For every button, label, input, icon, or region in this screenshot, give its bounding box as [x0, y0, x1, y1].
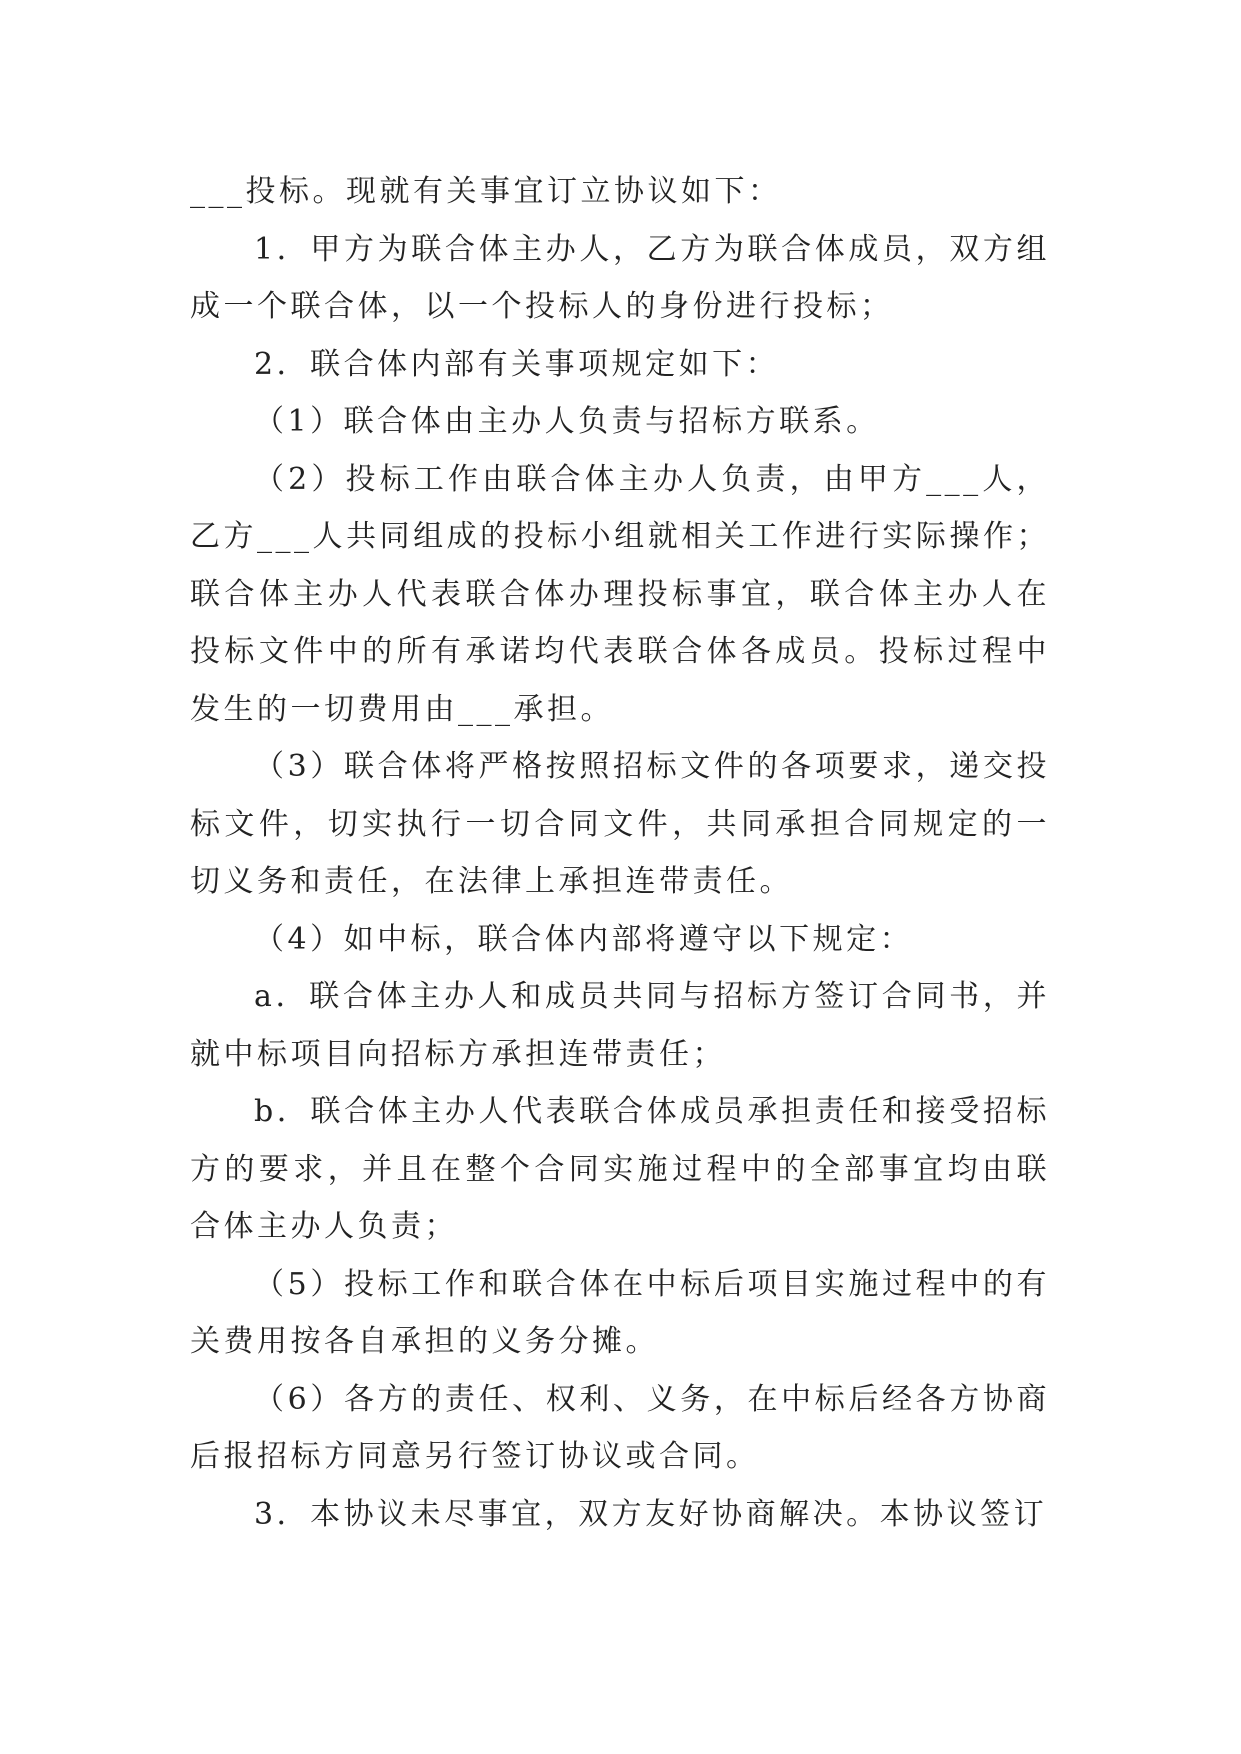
paragraph-item-2: （2）投标工作由联合体主办人负责，由甲方___人，乙方___人共同组成的投标小组就相关工作进行实际操作；联合体主办人代表联合体办理投标事宜，联合体主办人在投标文件中的所有承诺均代表联合体各成员。投标过程中发生的一切费用由___承担。 — [190, 461, 1050, 727]
document-body — [190, 163, 1050, 1543]
paragraph-item-5: （5）投标工作和联合体在中标后项目实施过程中的有关费用按各自承担的义务分摊。 — [190, 1266, 1050, 1359]
paragraph-item-4a: a．联合体主办人和成员共同与招标方签订合同书，并就中标项目向招标方承担连带责任； — [190, 979, 1050, 1072]
paragraph-intro: ___投标。现就有关事宜订立协议如下： — [190, 174, 782, 209]
paragraph-item-4b: b．联合体主办人代表联合体成员承担责任和接受招标方的要求，并且在整个合同实施过程中的全部事宜均由联合体主办人负责； — [190, 1094, 1050, 1244]
paragraph-item-3: （3）联合体将严格按照招标文件的各项要求，递交投标文件，切实执行一切合同文件，共同承担合同规定的一切义务和责任，在法律上承担连带责任。 — [190, 749, 1050, 899]
paragraph-item-6: （6）各方的责任、权利、义务，在中标后经各方协商后报招标方同意另行签订协议或合同。 — [190, 1381, 1050, 1474]
paragraph-item-1: （1）联合体由主办人负责与招标方联系。 — [254, 404, 880, 439]
paragraph-clause-3: 3．本协议未尽事宜，双方友好协商解决。本协议签订 — [254, 1496, 1048, 1532]
paragraph-clause-1: 1．甲方为联合体主办人，乙方为联合体成员，双方组成一个联合体，以一个投标人的身份进行投标； — [190, 231, 1050, 324]
paragraph-item-4: （4）如中标，联合体内部将遵守以下规定： — [254, 921, 914, 957]
paragraph-clause-2: 2．联合体内部有关事项规定如下： — [254, 346, 780, 382]
